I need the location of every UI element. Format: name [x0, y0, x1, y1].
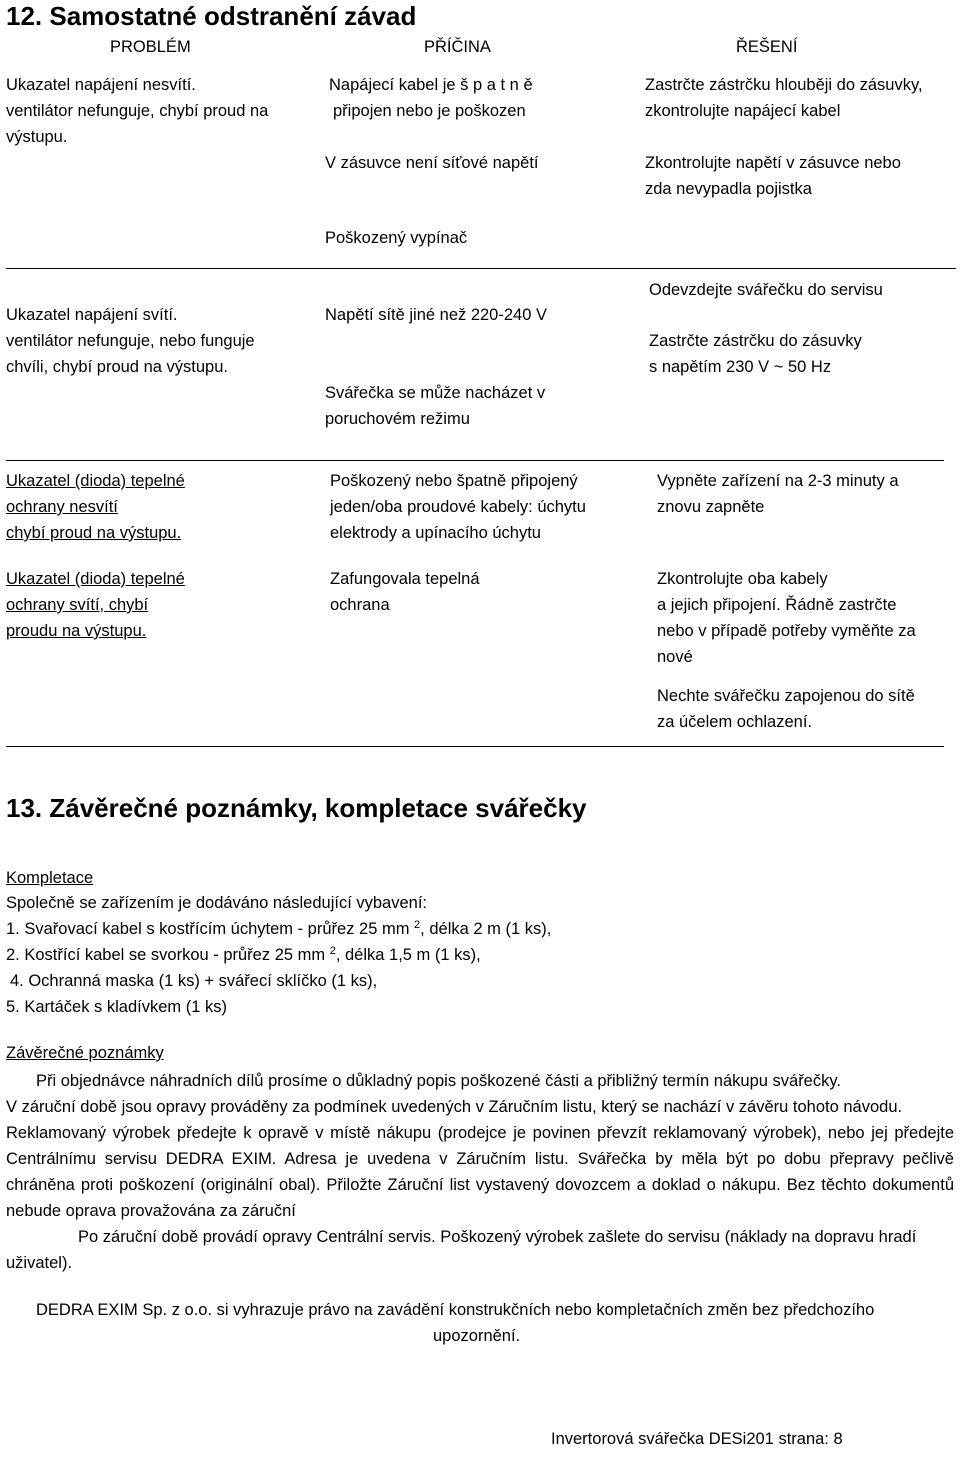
column-header-solution: ŘEŠENÍ	[736, 38, 798, 56]
row4-cause	[330, 566, 480, 618]
row4-problem-line: Ukazatel (dioda) tepelné	[6, 570, 185, 588]
row1-problem	[6, 72, 268, 150]
row2-problem	[6, 302, 255, 380]
item-text: 2. Kostřící kabel se svorkou - průřez 25 mm	[6, 946, 330, 964]
kompletace-item-2	[6, 942, 481, 968]
row4-solution-line: Zkontrolujte oba kabely	[657, 570, 828, 588]
note-5-line-1: DEDRA EXIM Sp. z o.o. si vyhrazuje právo na zavádění konstrukčních nebo kompletačních změn bez předchozího	[36, 1301, 875, 1319]
column-header-problem: PROBLÉM	[110, 38, 191, 56]
row1-cause-line: Napájecí kabel je š p a t n ě	[329, 76, 533, 94]
row4-solution-line: nové	[657, 648, 693, 666]
note-5-line-2: upozornění.	[433, 1327, 521, 1345]
row-divider	[6, 460, 944, 461]
row-divider	[6, 746, 944, 747]
note-3: Reklamovaný výrobek předejte k opravě v místě nákupu (prodejce je povinen převzít reklamovaný výrobek), nebo jej předejte Centrálnímu servisu DEDRA EXIM. Adresa je uvedena v Záručním listu. Svářečka by měla být po dobu přepravy pečlivě chráněna proti poškození (originální obal). Přiložte Záruční list vystavený dovozcem a doklad o nákupu. Bez těchto dokumentů nebude oprava provažována za záruční	[6, 1124, 954, 1220]
kompletace-title: Kompletace	[6, 869, 94, 887]
row2-cause-line: poruchovém režimu	[325, 410, 470, 428]
note-4: Po záruční době provádí opravy Centrální servis. Poškozený výrobek zašlete do servisu (náklady na dopravu hradí uživatel).	[6, 1228, 917, 1272]
row1-cause-2: V zásuvce není síťové napětí	[325, 154, 539, 172]
row1-cause-3: Poškozený vypínač	[325, 229, 468, 247]
row1-solution-line: zkontrolujte napájecí kabel	[645, 102, 841, 120]
item-text: 1. Svařovací kabel s kostřícím úchytem - průřez 25 mm	[6, 920, 415, 938]
row2-solution-1	[649, 328, 862, 380]
note-1: Při objednávce náhradních dílů prosíme o důkladný popis poškozené části a přibližný termín nákupu svářečky.	[36, 1072, 841, 1090]
row4-problem-line: proudu na výstupu.	[6, 622, 147, 640]
row3-cause-line: elektrody a upínacího úchytu	[330, 524, 541, 542]
row2-solution-line: Zastrčte zástrčku do zásuvky	[649, 332, 862, 350]
row3-problem	[6, 468, 185, 546]
row4-solution-line: Nechte svářečku zapojenou do sítě	[657, 687, 915, 705]
row1-cause-line: připojen nebo je poškozen	[333, 102, 526, 120]
page-footer: Invertorová svářečka DESi201 strana: 8	[551, 1430, 843, 1448]
row4-solution-line: nebo v případě potřeby vyměňte za	[657, 622, 916, 640]
row4-problem	[6, 566, 185, 644]
superscript: 2	[329, 945, 336, 957]
kompletace-intro: Společně se zařízením je dodáváno následující vybavení:	[6, 894, 428, 912]
row1-solution-line: zda nevypadla pojistka	[645, 180, 812, 198]
row2-solution-line: s napětím 230 V ~ 50 Hz	[649, 358, 832, 376]
row4-cause-line: Zafungovala tepelná	[330, 570, 480, 588]
section-13-heading: 13. Závěrečné poznámky, kompletace svářečky	[6, 793, 587, 823]
row3-solution	[657, 468, 899, 520]
row2-cause-2	[325, 380, 545, 432]
kompletace-item-1	[6, 916, 551, 942]
column-header-cause: PŘÍČINA	[424, 38, 491, 56]
note-2: V záruční době jsou opravy prováděny za podmínek uvedených v Záručním listu, který se nachází v závěru tohoto návodu.	[6, 1098, 903, 1116]
row2-cause-line: Svářečka se může nacházet v	[325, 384, 546, 402]
row3-solution-line: Vypněte zařízení na 2-3 minuty a	[657, 472, 899, 490]
row1-solution-1	[645, 72, 923, 124]
row1-solution-line: Zkontrolujte napětí v zásuvce nebo	[645, 154, 901, 172]
kompletace-item-3: 4. Ochranná maska (1 ks) + svářecí sklíčko (1 ks),	[10, 972, 378, 990]
row3-problem-line: ochrany nesvítí	[6, 498, 118, 516]
row3-cause-line: Poškozený nebo špatně připojený	[330, 472, 578, 490]
row2-problem-line: ventilátor nefunguje, nebo funguje	[6, 332, 255, 350]
row2-problem-line: chvíli, chybí proud na výstupu.	[6, 358, 228, 376]
row4-solution-line: za účelem ochlazení.	[657, 713, 813, 731]
row4-solution-2	[657, 683, 915, 735]
row2-cause-1: Napětí sítě jiné než 220-240 V	[325, 306, 547, 324]
notes-title: Závěrečné poznámky	[6, 1044, 164, 1062]
row1-problem-line: Ukazatel napájení nesvítí.	[6, 76, 196, 94]
kompletace-item-4: 5. Kartáček s kladívkem (1 ks)	[6, 998, 227, 1016]
row2-problem-line: Ukazatel napájení svítí.	[6, 306, 178, 324]
row4-problem-line: ochrany svítí, chybí	[6, 596, 149, 614]
row2-solution-0: Odevzdejte svářečku do servisu	[649, 281, 883, 299]
row1-solution-2	[645, 150, 901, 202]
row3-problem-line: chybí proud na výstupu.	[6, 524, 182, 542]
row1-solution-line: Zastrčte zástrčku hlouběji do zásuvky,	[645, 76, 923, 94]
superscript: 2	[414, 919, 421, 931]
row1-cause-1	[325, 72, 533, 124]
item-text: , délka 2 m (1 ks),	[420, 920, 552, 938]
row3-solution-line: znovu zapněte	[657, 498, 765, 516]
item-text: , délka 1,5 m (1 ks),	[335, 946, 481, 964]
row4-solution-line: a jejich připojení. Řádně zastrčte	[657, 596, 897, 614]
section-12-heading: 12. Samostatné odstranění závad	[6, 1, 417, 31]
row-divider	[6, 268, 956, 269]
row3-cause	[330, 468, 586, 546]
row4-cause-line: ochrana	[330, 596, 390, 614]
row1-problem-line: ventilátor nefunguje, chybí proud na	[6, 102, 269, 120]
row1-problem-line: výstupu.	[6, 128, 68, 146]
row4-solution	[657, 566, 916, 670]
row3-cause-line: jeden/oba proudové kabely: úchytu	[330, 498, 586, 516]
row3-problem-line: Ukazatel (dioda) tepelné	[6, 472, 185, 490]
